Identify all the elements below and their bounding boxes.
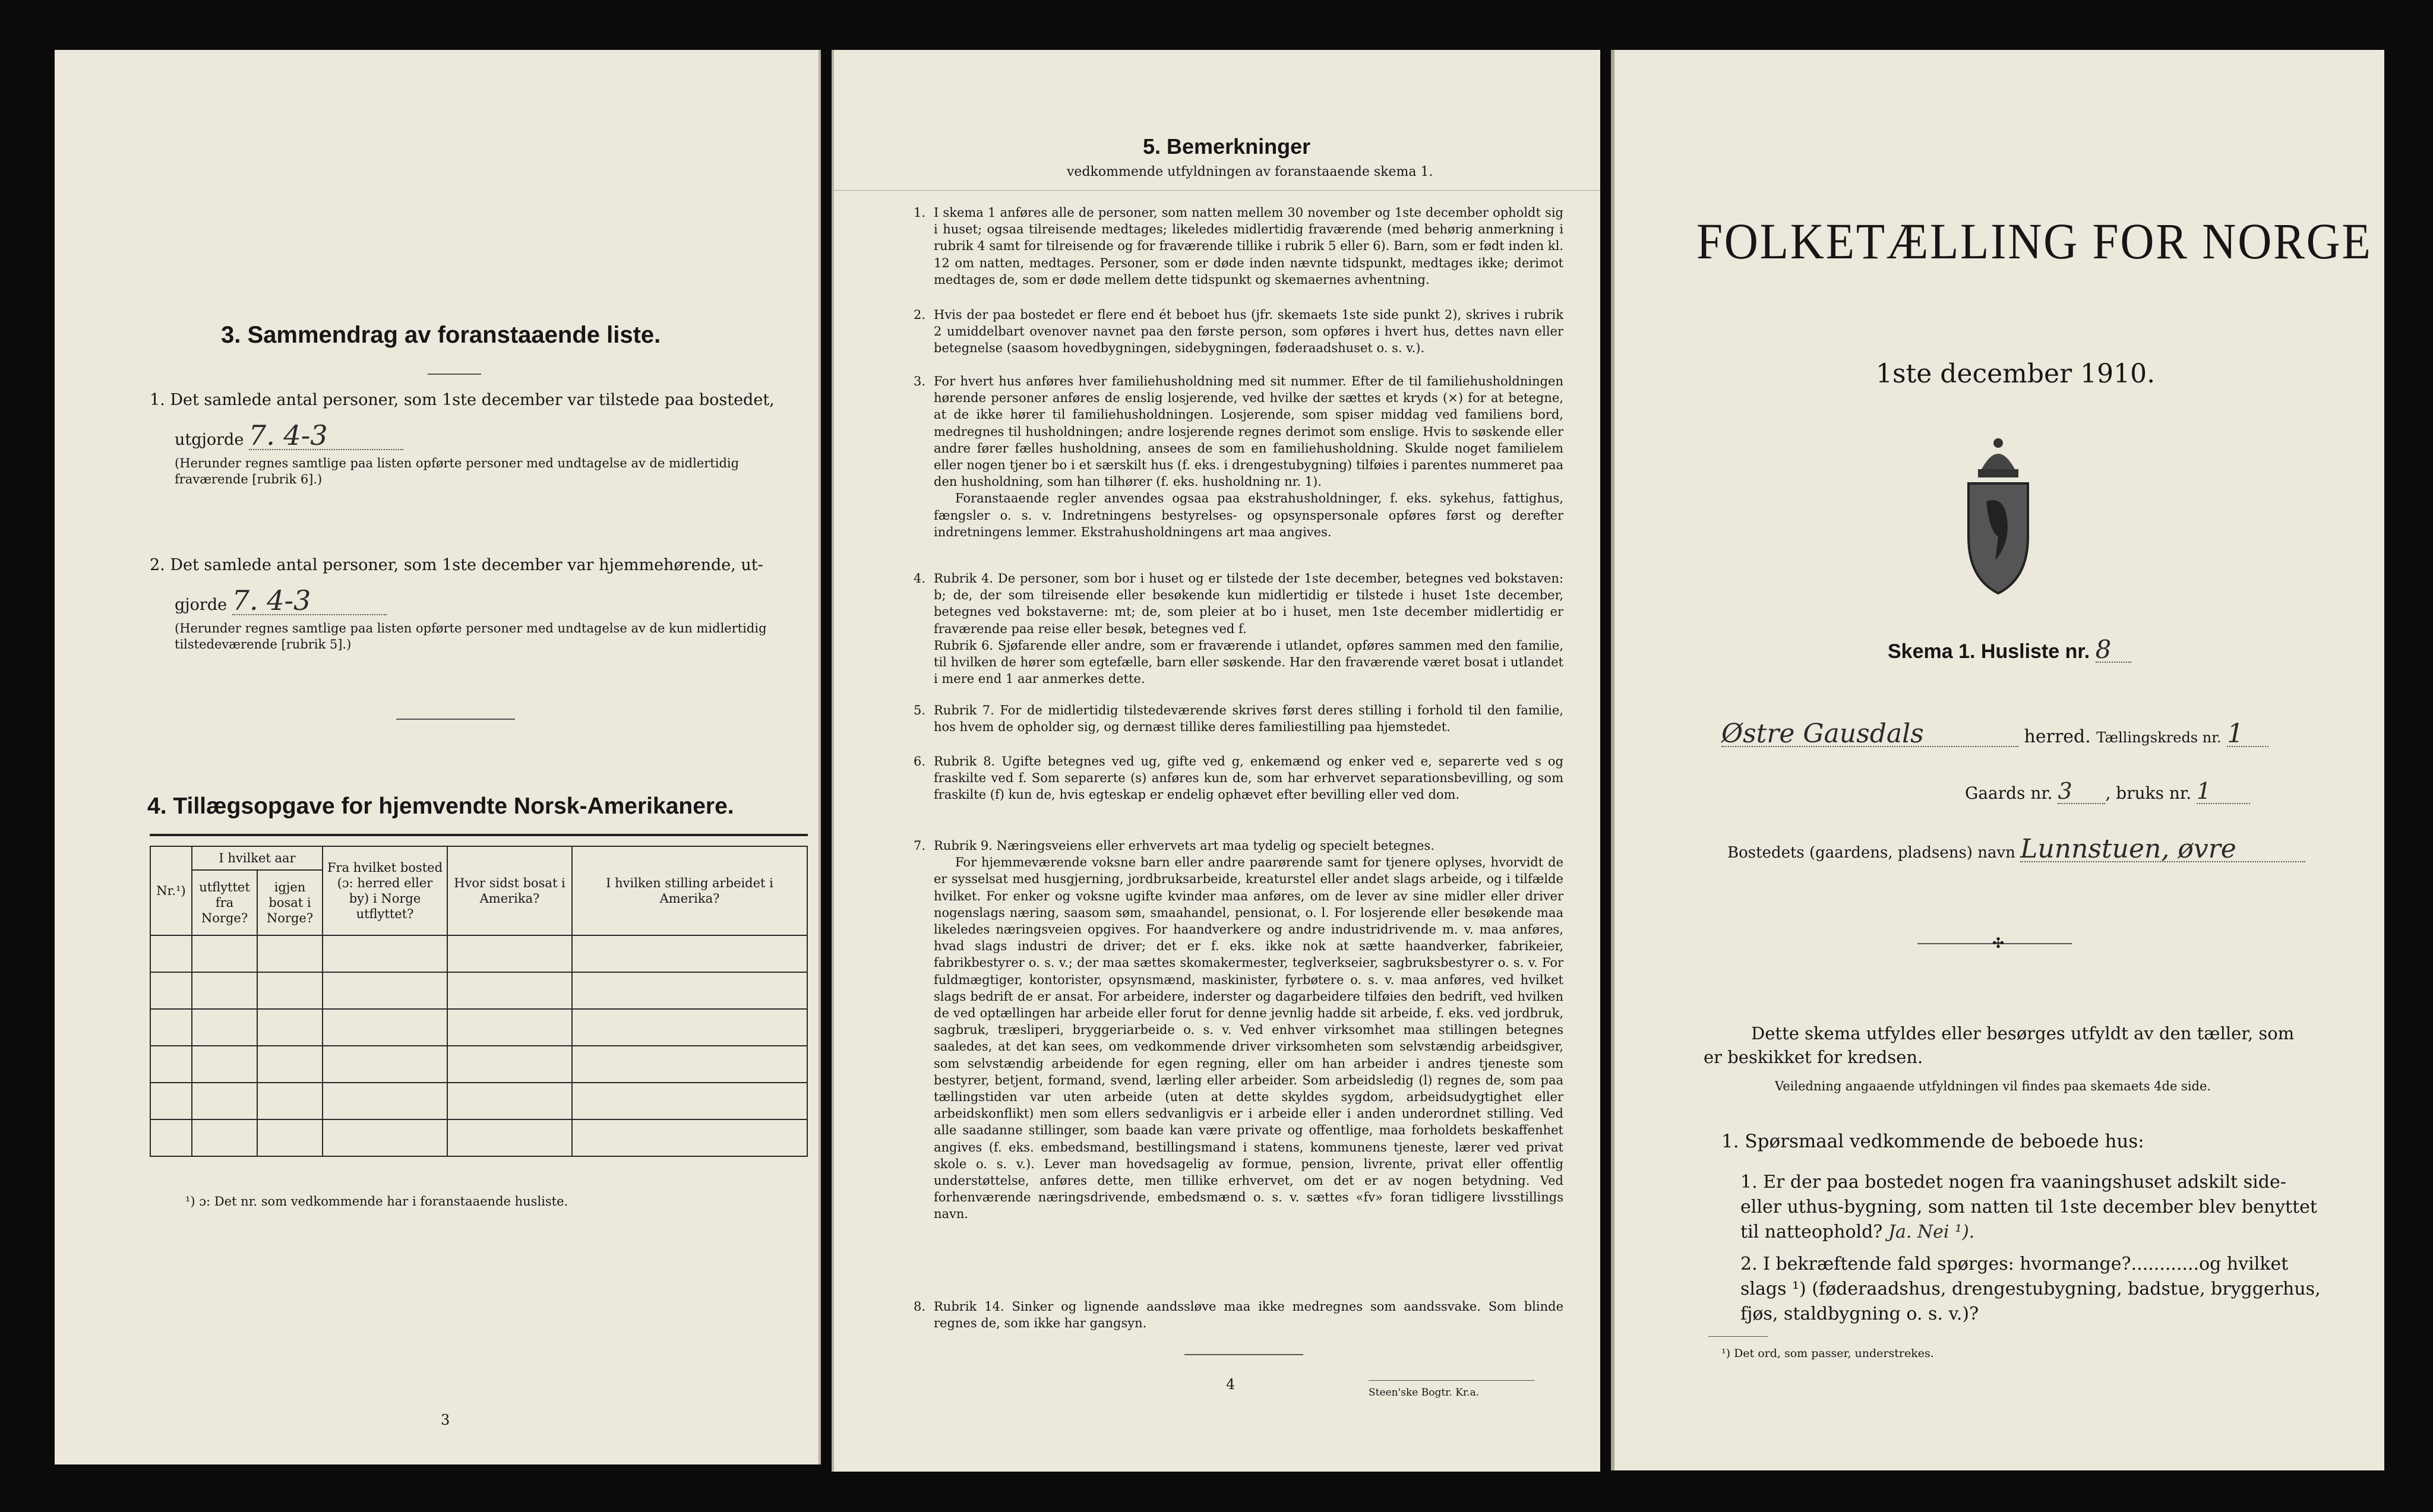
item2-answer-line (175, 584, 809, 616)
remark-number: 6. (914, 754, 926, 768)
gaards-value: 3 (2058, 779, 2105, 804)
table-row (150, 972, 807, 1009)
col-from: Fra hvilket bosted (ɔ: herred eller by) i Norge utflyttet? (323, 846, 447, 935)
item1-answer-line (175, 419, 809, 451)
col-america: Hvor sidst bosat i Amerika? (447, 846, 572, 935)
question-heading: 1. Spørsmaal vedkommende de beboede hus: (1721, 1131, 2144, 1152)
bruks-label: bruks nr. (2116, 783, 2192, 803)
col-work: I hvilken stilling arbeidet i Amerika? (572, 846, 807, 935)
remark-item (914, 373, 1563, 540)
ornament-icon: ✣ (1992, 935, 2005, 951)
table-row (150, 1119, 807, 1156)
gaards-label: Gaards nr. (1965, 783, 2053, 803)
divider (1369, 1380, 1535, 1381)
question-1-answer: Ja. Nei ¹). (1888, 1222, 1975, 1242)
remark-text: For hvert hus anføres hver familiehusholdning med sit nummer. Efter de til familiehusholdningen hørende personer anføres de enslig losjerende, ved hvilke der sættes et kryds (×) for at betegne, at de ikke hører til familiehusholdningen. Losjerende, som spiser middag ved familiens bord, medregnes til husholdningen; andre losjerende regnes derimot som enslige. Hvis to søskende eller andre fører fælles husholdning, ansees de som en familiehusholdning. Skulde noget familielem eller nogen tjener bo i et særskilt hus (f. eks. i drengestubygning) tilføies i parentes nummeret paa den husholdning, som han tilhører (f. eks. husholdning nr. 1). (934, 374, 1563, 489)
item1-text: 1. Det samlede antal personer, som 1ste december var tilstede paa bostedet, (150, 391, 775, 409)
table-row (150, 935, 807, 972)
col-emigrated: utflyttet fra Norge? (192, 870, 257, 935)
printer-imprint: Steen'ske Bogtr. Kr.a. (1369, 1387, 1480, 1399)
remark-number: 1. (914, 205, 926, 220)
remarks-subheading: vedkommende utfyldningen av foranstaaende skema 1. (1067, 165, 1433, 179)
page-number: 4 (1226, 1376, 1236, 1393)
table-row (150, 1009, 807, 1046)
remark-text: Rubrik 14. Sinker og lignende aandssløve maa ikke medregnes som aandssvake. Som blinde regnes de, som ikke har gangsyn. (934, 1299, 1563, 1331)
question-2: 2. I bekræftende fald spørges: hvormange?............og hvilket slags ¹) (føderaadshus, drengestubygning, badstue, bryggerhus, fjøs, staldbygning o. s. v.)? (1740, 1254, 2321, 1324)
remark-text: I skema 1 anføres alle de personer, som natten mellem 30 november og 1ste december opholdt sig i huset; ogsaa tilreisende medtages; likeledes midlertidig fraværende (med behørig anmerkning i rubrik 4 samt for tilreisende og for fraværende tillike i rubrik 5 eller 6). Barn, som er født inden kl. 12 om natten, medtages. Personer, som er døde inden nævnte tidspunkt, medtages ikke; derimot medtages de, som er døde mellem dette tidspunkt og skemaernes avhentning. (934, 205, 1563, 287)
remark-number: 7. (914, 839, 926, 853)
remark-text: Rubrik 4. De personer, som bor i huset og er tilstede der 1ste december, betegnes ved bokstaven: b; de, der som tilreisende eller besøkende kun midlertidig er tilstede i huset 1ste december, betegnes ved bokstaverne: mt; de, som pleier at bo i huset, men 1ste december midlertidig er fraværende paa reise eller besøk, betegnes ved f. (934, 571, 1563, 636)
divider (834, 190, 1600, 191)
bosted-value: Lunnstuen, øvre (2020, 837, 2305, 862)
remark-text: Rubrik 8. Ugifte betegnes ved ug, gifte ved g, enkemænd og enker ved e, separerte ved s og fraskilte ved f. Som separerte (s) anføres kun de, som har erhvervet separationsbevilling, og som fraskilte (f) kun de, hvis egteskap er endelig ophævet efter bevilling eller ved dom. (934, 754, 1563, 802)
remark-text: Hvis der paa bostedet er flere end ét beboet hus (jfr. skemaets 1ste side punkt 2), skrives i rubrik 2 umiddelbart ovenover navnet paa den første person, som opføres i hvert hus, dettes navn eller betegnelse (saasom hovedbygningen, sidebygningen, føderaadshuset o. s. v.). (934, 308, 1563, 356)
schema-label: Skema 1. Husliste nr. (1888, 640, 2090, 663)
remark-extra: Foranstaaende regler anvendes ogsaa paa ekstrahusholdninger, f. eks. sykehus, fattighus, fængsler o. s. v. Indretningens bestyrelses- og opsynspersonale opføres først og derefter indretningens lemmer. Ekstrahusholdningens art maa angives. (934, 491, 1563, 539)
divider (396, 719, 515, 720)
herred-label: herred. (2024, 726, 2091, 747)
bosted-line (1727, 834, 2305, 865)
kreds-value: 1 (2227, 722, 2268, 747)
remark-text: Rubrik 9. Næringsveiens eller erhvervets art maa tydelig og specielt betegnes. (934, 839, 1434, 853)
census-date: 1ste december 1910. (1876, 359, 2156, 389)
question-1-text: 1. Er der paa bostedet nogen fra vaaningshuset adskilt side- eller uthus-bygning, som natten til 1ste december blev benyttet til natteophold? (1740, 1172, 2317, 1242)
divider (1184, 1354, 1303, 1355)
remark-item (914, 702, 1563, 735)
page-footnote: ¹) Det ord, som passer, understrekes. (1721, 1347, 1934, 1360)
item2-handwritten-value: 7. 4-3 (232, 587, 387, 615)
table-footnote: ¹) ɔ: Det nr. som vedkommende har i foranstaaende husliste. (185, 1194, 568, 1209)
question-1 (1740, 1170, 2328, 1245)
remark-item (914, 570, 1563, 687)
schema-line (1888, 635, 2131, 664)
item2-text: 2. Det samlede antal personer, som 1ste december var hjemmehørende, ut- (150, 556, 763, 574)
remark-item (914, 306, 1563, 357)
col-nr: Nr.¹) (150, 846, 192, 935)
page-right (1611, 50, 2384, 1470)
herred-line (1721, 719, 2327, 749)
remark-item (914, 204, 1563, 288)
col-returned: igjen bosat i Norge? (257, 870, 323, 935)
item1-label: utgjorde (175, 431, 244, 449)
guidance-text: Veiledning angaaende utfyldningen vil findes paa skemaets 4de side. (1775, 1079, 2211, 1093)
remark-number: 4. (914, 571, 926, 586)
husliste-number: 8 (2096, 638, 2131, 663)
table-row (150, 1046, 807, 1083)
remark-number: 3. (914, 374, 926, 388)
remark-number: 5. (914, 703, 926, 717)
item1-handwritten-value: 7. 4-3 (249, 422, 403, 450)
bosted-label: Bostedets (gaardens, pladsens) navn (1727, 844, 2015, 862)
item1-note: (Herunder regnes samtlige paa listen opførte personer med undtagelse av de midlertidig fraværende [rubrik 6].) (175, 456, 740, 486)
page-number: 3 (441, 1412, 450, 1428)
page-left (55, 50, 821, 1464)
item2-note: (Herunder regnes samtlige paa listen opførte personer med undtagelse av de kun midlertidig tilstedeværende [rubrik 5].) (175, 621, 767, 651)
table-header-row (150, 846, 807, 870)
remarks-heading: 5. Bemerkninger (1143, 134, 1311, 159)
census-title: FOLKETÆLLING FOR NORGE (1696, 213, 2372, 270)
table-row (150, 1083, 807, 1119)
gaards-line: Gaards nr. 3 , bruks nr. 1 (1965, 779, 2250, 805)
divider (428, 374, 481, 375)
herred-value: Østre Gausdals (1721, 722, 2018, 747)
remark-item (914, 1298, 1563, 1331)
remark-number: 8. (914, 1299, 926, 1314)
remark-extra: Rubrik 6. Sjøfarende eller andre, som er fraværende i utlandet, opføres sammen med den familie, til hvilken de hører som egtefælle, barn eller søskende. Har den fraværende været bosat i utlandet i mere end 1 aar anmerkes dette. (934, 638, 1563, 687)
bruks-value: 1 (2197, 779, 2250, 804)
remark-item (914, 837, 1563, 1223)
item2-label: gjorde (175, 596, 227, 614)
remark-item (914, 753, 1563, 804)
norsk-amerikanere-table (150, 846, 808, 1157)
remark-number: 2. (914, 308, 926, 322)
kreds-label: Tællingskreds nr. (2096, 729, 2222, 746)
col-group-year: I hvilket aar (192, 846, 323, 870)
section4-heading: 4. Tillægsopgave for hjemvendte Norsk-Amerikanere. (147, 793, 734, 819)
norway-coat-of-arms-icon (1963, 430, 2034, 596)
instruction-text: Dette skema utfyldes eller besørges utfyldt av den tæller, som er beskikket for kredsen. (1704, 1023, 2295, 1067)
remark-extra: For hjemmeværende voksne barn eller andre paarørende samt for tjenere oplyses, hvorvidt de er sysselsat med husgjerning, jordbruksarbeide, kreaturstel eller andet slags arbeide, og i tilfælde hvilket. For enker og voksne ugifte kvinder maa anføres, om de lever av sine midler eller driver nogenslags næring, saasom søm, smaahandel, pensionat, o. l. For losjerende eller besøkende maa likeledes næringsveien opgives. For haandverkere og andre industridrivende m. v. maa anføres, hvad slags industri de driver; det er f. eks. ikke nok at sætte haandverker, fabrikeier, fabrikbestyrer o. s. v.; der maa sættes skomakermester, teglverkseier, sagbruksbestyrer o. s. v. For fuldmægtiger, kontorister, opsynsmænd, maskinister, fyrbøtere o. s. v. maa anføres, ved hvilket slags bedrift de er ansat. For arbeidere, inderster og dagarbeidere tilføies den bedrift, ved hvilken de ved optællingen har arbeide eller forut for denne jevnlig hadde sit arbeide, f. eks. ved jordbruk, sagbruk, træsliperi, bryggeriarbeide o. s. v. Ved enhver virksomhet maa stillingen betegnes saaledes, at det kan sees, om vedkommende driver virksomheten som selvstændig arbeidsgiver, som selvstændig arbeidende for egen regning, eller om han arbeider i andres tjeneste som bestyrer, betjent, formand, svend, lærling eller arbeider. Som arbeidsledig (l) regnes de, som paa tællingstiden var uten arbeide (uten at dette skyldes sygdom, arbeidsudygtighet eller arbeidskonflikt) men som ellers sedvanligvis er i arbeide eller i anden underordnet stilling. Ved alle saadanne stillinger, som baade kan være private og offentlige, maa forholdets beskaffenhet angives (f. eks. embedsmand, bestillingsmand i statens, kommunens tjeneste, lærer ved privat skole o. s. v.). Lever man hovedsagelig av formue, pension, livrente, privat eller offentlig understøttelse, anføres dette, men tillike erhvervet, om det er av nogen betydning. Ved forhenværende næringsdrivende, embedsmænd o. s. v. sættes «fv» foran tidligere livsstillings navn. (934, 855, 1563, 1222)
page-middle (832, 50, 1600, 1472)
summary-item-2 (150, 555, 809, 653)
remark-text: Rubrik 7. For de midlertidig tilstedeværende skrives først deres stilling i forhold til den familie, hos hvem de opholder sig, og dernæst tillike deres familiestilling paa hjemstedet. (934, 703, 1563, 735)
divider (1708, 1336, 1768, 1337)
summary-item-1 (150, 390, 809, 488)
section3-heading: 3. Sammendrag av foranstaaende liste. (221, 322, 661, 348)
table-top-rule (150, 834, 808, 836)
